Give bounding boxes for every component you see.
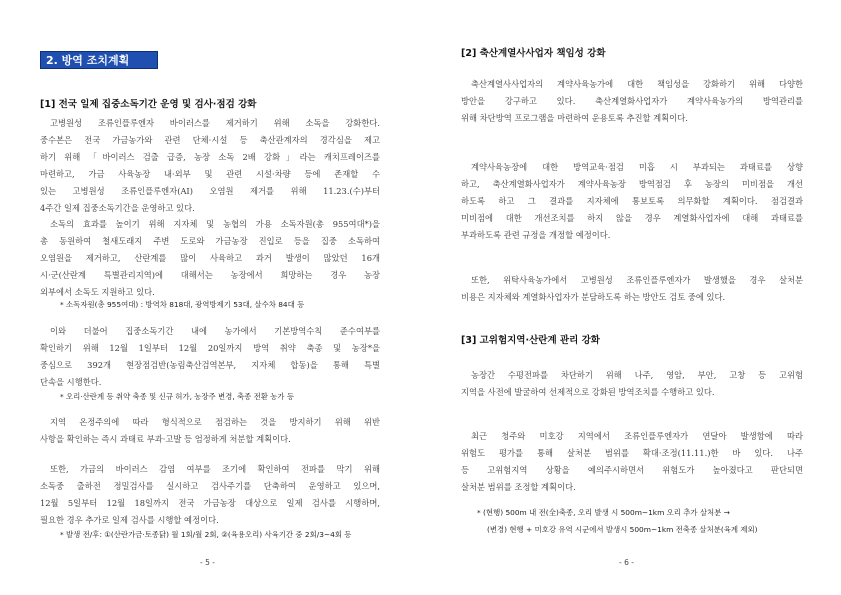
- paragraph-high-risk-areas: [461, 367, 803, 401]
- paragraph-line: 최근 청주와 미호강 지역에서 조류인플루엔자가 연달아 발생함에 따라: [471, 431, 803, 441]
- paragraph-line: 농장간 수평전파를 차단하기 위해 나주, 영암, 부안, 고창 등 고위험: [471, 370, 803, 380]
- paragraph-line: 미비점에 대한 개선조치를 하지 않을 경우 계열화사업자에 대해 과태료를: [461, 213, 803, 223]
- paragraph-line: 지역을 사전에 발굴하여 선제적으로 강화된 방역조치를 수행하고 있다.: [461, 387, 715, 397]
- paragraph-culling-cost: [461, 272, 803, 306]
- paragraph-line: 방안을 강구하고 있다. 축산계열화사업자가 계약사육농가의 방역관리를: [461, 96, 803, 106]
- paragraph-line: 하도록 하고 그 결과를 지자체에 통보토록 의무화할 계획이다. 점검결과: [461, 196, 803, 206]
- paragraph-line: 등 고위험지역 상황을 예의주시하면서 위험도가 높아졌다고 판단되면: [461, 465, 803, 475]
- footnote-disinfection-resources: * 소독자원(총 955여대) : 방역차 818대, 광역방제기 53대, 살수차 84대 등: [60, 300, 305, 309]
- right-page: [421, 0, 841, 595]
- footnote-current-policy: * (현행) 500m 내 전(全)축종, 오리 발생 시 500m~1km 오리 추가 살처분 →: [477, 508, 730, 517]
- paragraph-line: 또한, 가금의 바이러스 감염 여부를 조기에 확인하여 전파를 막기 위해: [50, 464, 380, 474]
- paragraph-line: 살처분 범위를 조정할 계획이다.: [461, 482, 576, 492]
- paragraph-line: 지역 온정주의에 따라 형식적으로 점검하는 것을 방지하기 위해 위반: [50, 417, 380, 427]
- paragraph-line: 또한, 위탁사육농가에서 고병원성 조류인플루엔자가 발생했을 경우 살처분: [471, 275, 803, 285]
- paragraph-line: 비용은 지자체와 계열화사업자가 분담하도록 하는 방안도 검토 중에 있다.: [461, 292, 726, 302]
- paragraph-line: 오염원을 제거하고, 산란계를 많이 사육하고 과거 발생이 많았던 16개: [40, 253, 380, 263]
- heading-disinfection: [1] 전국 일제 집중소독기간 운영 및 검사·점검 강화: [40, 99, 257, 110]
- page-number: - 6 -: [619, 558, 634, 567]
- paragraph-line: 4주간 일제 집중소독기간을 운영하고 있다.: [40, 203, 195, 213]
- section-title: 2. 방역 조치계획: [40, 51, 158, 69]
- paragraph-penalty: [40, 414, 380, 448]
- heading-integrator-responsibility: [2] 축산계열사사업자 책임성 강화: [461, 48, 606, 59]
- paragraph-contract-farms: [461, 159, 803, 244]
- paragraph-line: 위해 차단방역 프로그램을 마련하여 운용토록 추진할 계획이다.: [461, 113, 688, 123]
- paragraph-line: 중심으로 392개 현장점검반(농림축산검역본부, 지자체 합동)을 통해 특별: [40, 360, 380, 370]
- paragraph-disinfection-resources: [40, 216, 380, 301]
- paragraph-line: 사항을 확인하는 즉시 과태료 부과·고발 등 엄정하게 처분할 계획이다.: [40, 434, 291, 444]
- paragraph-line: 소독중 출하전 정밀검사를 실시하고 검사주기를 단축하여 운영하고 있으며,: [40, 481, 380, 491]
- paragraph-line: 단속을 시행한다.: [40, 377, 102, 387]
- paragraph-line: 총 동원하여 철새도래지 주변 도로와 가금농장 진입로 등을 집중 소독하여: [40, 236, 380, 246]
- page-number: - 5 -: [200, 558, 215, 567]
- paragraph-line: 외부에서 소독도 지원하고 있다.: [40, 287, 155, 297]
- paragraph-disinfection: [40, 115, 380, 217]
- paragraph-line: 확인하기 위해 12월 1일부터 12월 20일까지 방역 취약 축종 및 농장*을: [40, 343, 380, 353]
- paragraph-line: 하고, 축산계열화사업자가 계약사육농장 방역점검 후 농장의 미비점을 개선: [461, 179, 803, 189]
- paragraph-line: 고병원성 조류인플루엔자 바이러스를 제거하기 위해 소독을 강화한다.: [50, 118, 380, 128]
- paragraph-integrator: [461, 76, 803, 127]
- paragraph-line: 마련하고, 가금 사육농장 내·외부 및 관련 시설·차량 등에 존재할 수: [40, 169, 380, 179]
- paragraph-line: 하기 위해 「바이러스 검출 급증, 농장 소독 2배 강화」라는 캐치프레이즈를: [40, 152, 380, 162]
- paragraph-testing: [40, 461, 380, 529]
- paragraph-line: 중수본은 전국 가금농가와 관련 단체·시설 등 축산관계자의 경각심을 제고: [40, 135, 380, 145]
- footnote-testing-cycle: * 발생 전/후: ①(산란가금·토종닭) 월 1회/월 2회, ②(육용오리) 사육기간 중 2회/3~4회 등: [60, 530, 352, 539]
- paragraph-line: 12월 5일부터 12월 18일까지 전국 가금농장 대상으로 일제 검사를 시행하며,: [40, 498, 380, 508]
- paragraph-line: 필요한 경우 추가로 일제 검사를 시행할 예정이다.: [40, 515, 219, 525]
- footnote-changed-policy: (변경) 현행 + 미호강 유역 시군에서 발생시 500m~1km 전축종 살처분(육계 제외): [487, 525, 758, 534]
- paragraph-line: 위험도 평가를 통해 살처분 범위를 확대·조정(11.11.)한 바 있다. 나주: [461, 448, 803, 458]
- paragraph-line: 계약사육농장에 대한 방역교육·점검 미흡 시 부과되는 과태료를 상향: [471, 162, 803, 172]
- footnote-vulnerable-farms: * 오리·산란계 등 취약 축종 및 신규 허가, 농장주 변경, 축종 전환 농가 등: [60, 392, 295, 401]
- paragraph-line: 소독의 효과를 높이기 위해 지자체 및 농협의 가용 소독자원(총 955여대*)을: [50, 219, 380, 229]
- paragraph-line: 부과하도록 관련 규정을 개정할 예정이다.: [461, 230, 611, 240]
- paragraph-inspection: [40, 323, 380, 391]
- paragraph-culling-range: [461, 428, 803, 496]
- paragraph-line: 시·군(산란계 특별관리지역)에 대해서는 농장에서 희망하는 경우 농장: [40, 270, 380, 280]
- paragraph-line: 있는 고병원성 조류인플루엔자(AI) 오염원 제거를 위해 11.23.(수)부터: [40, 186, 380, 196]
- paragraph-line: 이와 더불어 집중소독기간 내에 농가에서 기본방역수칙 준수여부를: [50, 326, 380, 336]
- heading-high-risk-areas: [3] 고위험지역·산란계 관리 강화: [461, 335, 600, 346]
- left-page: [0, 0, 420, 595]
- paragraph-line: 축산계열사사업자의 계약사육농가에 대한 책임성을 강화하기 위해 다양한: [471, 79, 803, 89]
